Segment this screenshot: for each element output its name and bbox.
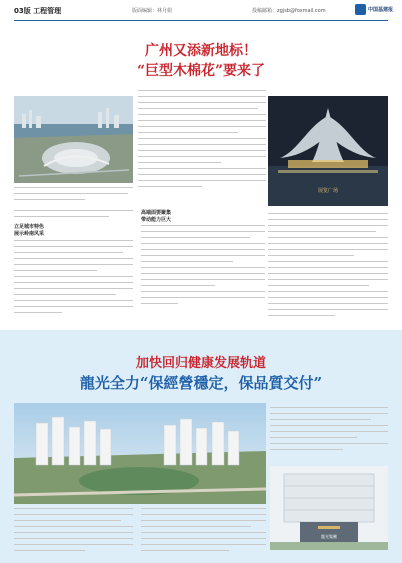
article1-left-text-2 xyxy=(14,240,133,318)
subhead-left: 立足城市特色 展示岭南风采 xyxy=(14,224,45,237)
article2-middle-text xyxy=(141,508,266,556)
editor-credit: 版面编辑：林月娟 xyxy=(132,8,173,14)
photo-caption xyxy=(14,187,133,205)
article2-title-line1: 加快回归健康发展轨道 xyxy=(135,356,266,371)
subhead-middle: 高端面要聚集 带动能力巨大 xyxy=(141,210,172,223)
article1-middle-text xyxy=(141,225,265,309)
pavilion-rendering-photo xyxy=(268,96,388,206)
logo-text: 中国基建报 xyxy=(368,7,394,13)
article1-left-text xyxy=(14,210,133,222)
article2-title-line2: 龍光全力“保經營穩定，保品質交付” xyxy=(79,374,323,392)
article1-right-text xyxy=(268,213,388,321)
article1-lead-text xyxy=(138,90,266,192)
article1-title-line2: “巨型木棉花”要来了 xyxy=(136,63,266,79)
aerial-city-photo xyxy=(14,96,133,183)
submission-email: 投稿邮箱：zgjsb@foxmail.com xyxy=(252,8,326,14)
building-sign-text: 龍光集團 xyxy=(321,534,337,539)
development-aerial-photo xyxy=(14,403,266,504)
building-photo xyxy=(270,466,388,550)
photo-overlay-text: 展览广场 xyxy=(317,188,339,194)
newspaper-logo xyxy=(355,4,394,18)
logo-mark-icon xyxy=(355,4,366,15)
page-label: 03版 工程管理 xyxy=(14,7,62,15)
article2-left-text xyxy=(14,508,133,556)
article1-title-line1: 广州又添新地标！ xyxy=(145,43,257,59)
header-rule xyxy=(14,20,388,21)
article2-right-text xyxy=(270,407,388,455)
page-header xyxy=(0,0,402,22)
